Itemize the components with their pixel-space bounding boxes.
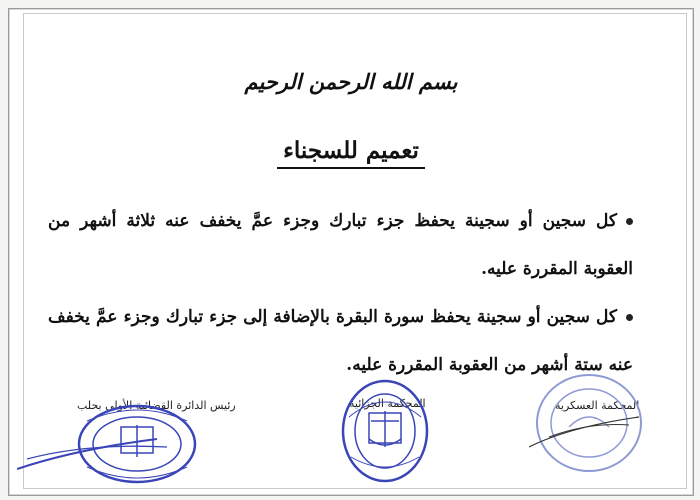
criminal-court-stamp (339, 377, 431, 485)
bullet-icon (626, 218, 633, 225)
military-court-stamp (529, 367, 649, 479)
document-page (8, 8, 694, 496)
military-court-label: المحكمة العسكرية (555, 399, 640, 412)
chief-judge-stamp (17, 399, 207, 489)
chief-judge-label: رئيس الدائرة القضائية الأولى بحلب (77, 399, 236, 412)
list-item (48, 197, 633, 293)
list-item-text: كل سجين أو سجينة يحفظ جزء تبارك وجزء عمَّ يخفف عنه ثلاثة أشهر من العقوبة المقررة عليه. (48, 211, 633, 279)
bullet-icon (626, 314, 633, 321)
list-item-text: كل سجين أو سجينة يحفظ سورة البقرة بالإضافة إلى جزء تبارك وجزء عمَّ يخفف عنه ستة أشهر من العقوبة المقررة عليه. (48, 307, 633, 375)
document-title (9, 137, 693, 164)
basmala-heading: بسم الله الرحمن الرحيم (244, 69, 458, 94)
title-text: تعميم للسجناء (277, 137, 425, 169)
criminal-court-label: المحكمة الجزائية (349, 397, 426, 410)
